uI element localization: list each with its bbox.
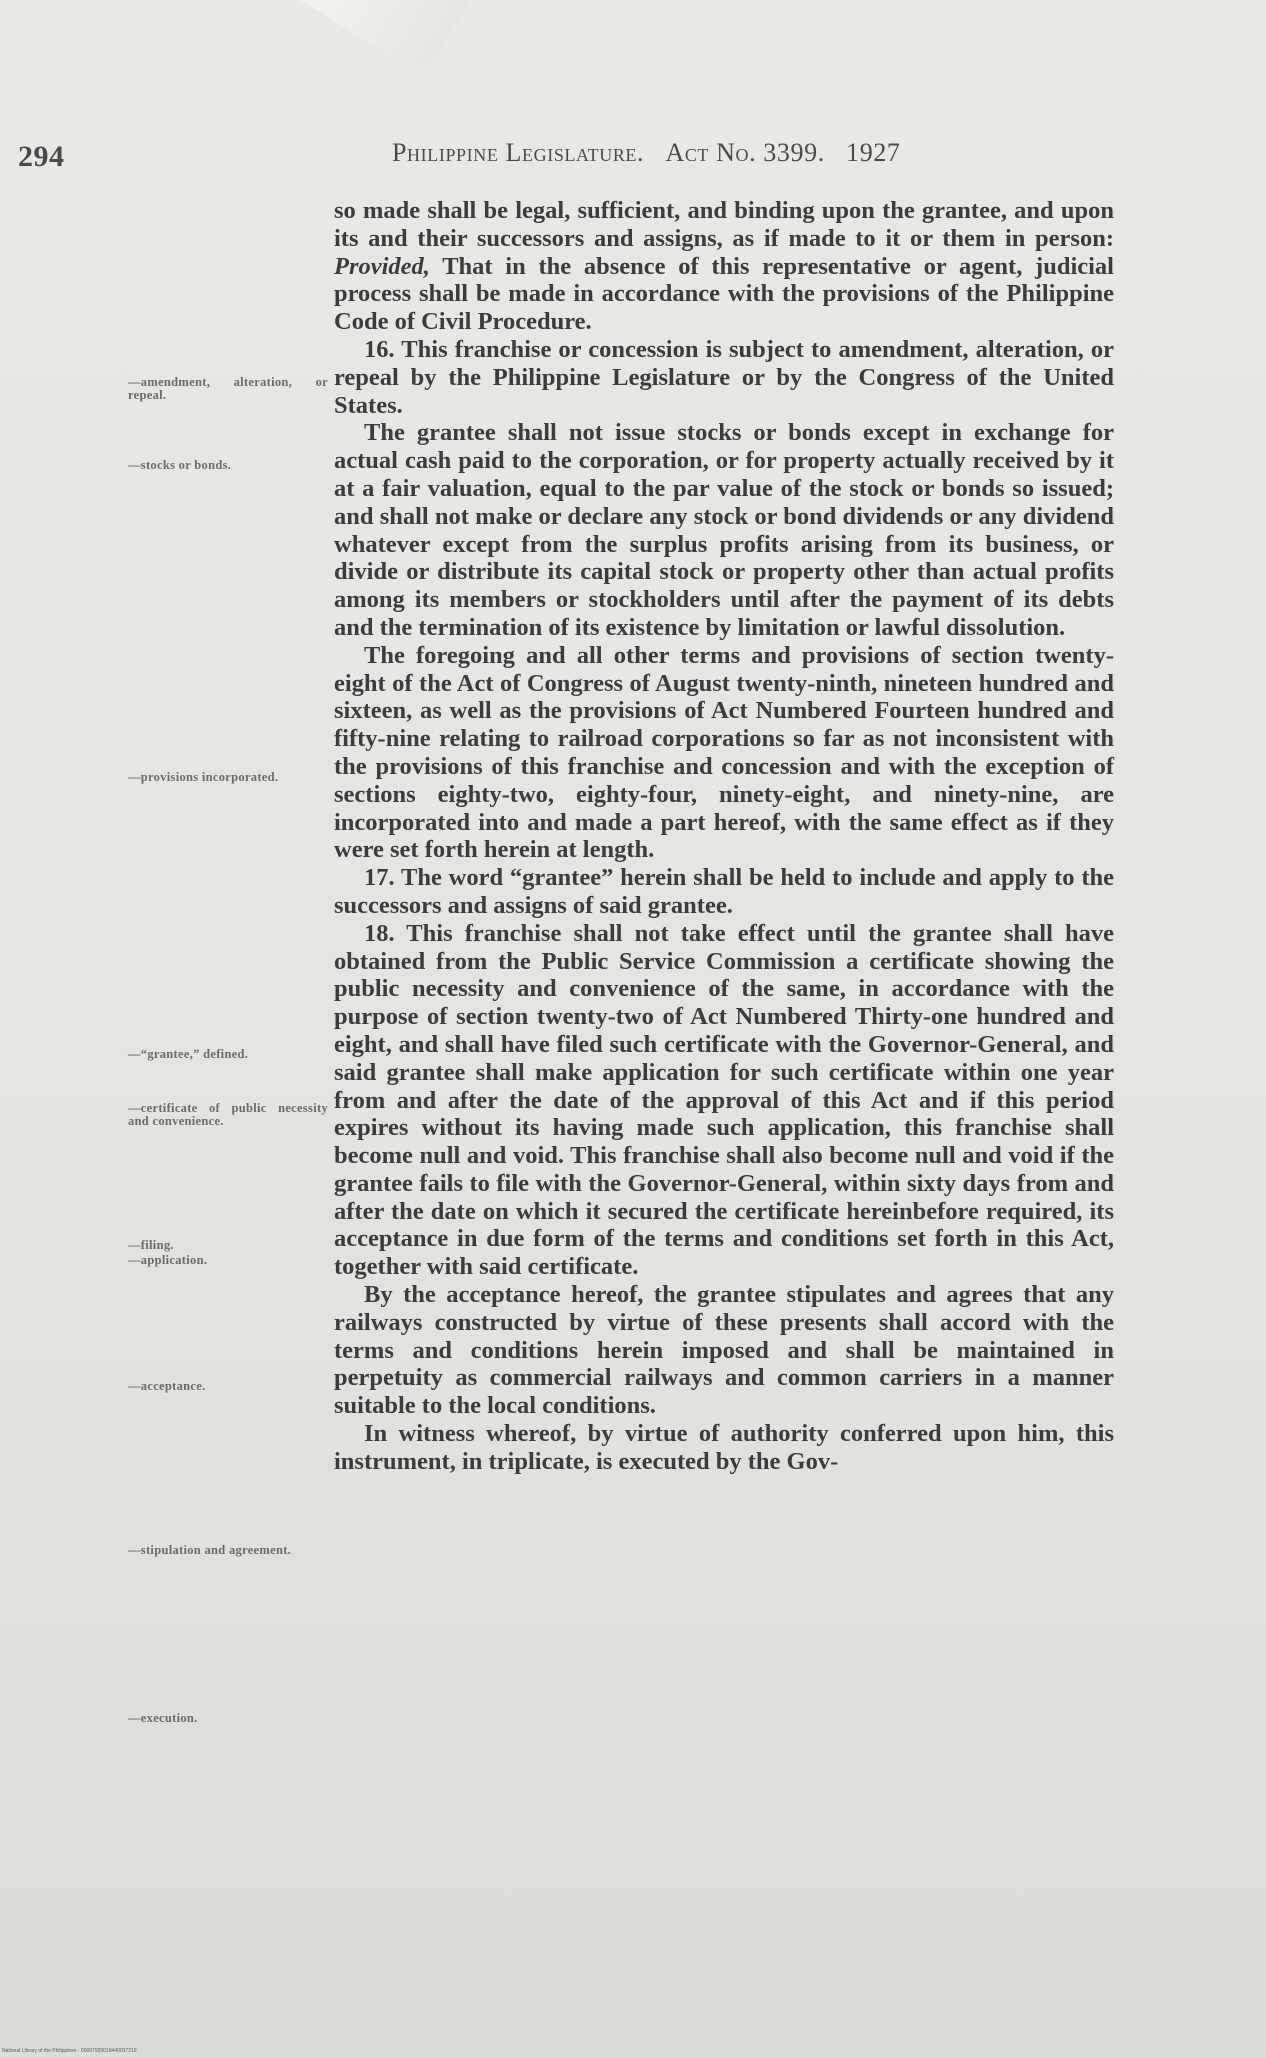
page-number: 294 bbox=[18, 140, 65, 173]
running-header bbox=[392, 138, 1112, 168]
margin-note-certificate: —certificate of public necessity and convenience. bbox=[128, 1101, 328, 1128]
running-head-publisher: Philippine Legislature. bbox=[392, 138, 645, 167]
margin-note-provisions: —provisions incorporated. bbox=[128, 770, 279, 784]
paragraph-continuation bbox=[334, 197, 1114, 336]
body-text bbox=[334, 197, 1114, 1476]
margin-note-stocks: —stocks or bonds. bbox=[128, 458, 232, 472]
margin-note-application: —application. bbox=[128, 1253, 208, 1267]
paragraph-italic: Provided, bbox=[334, 252, 430, 280]
paragraph-section-16: 16. This franchise or concession is subject to amendment, alteration, or repeal by the Philippine Legislature or by the Congress of the United States. bbox=[334, 335, 1114, 419]
paragraph-stocks-bonds: The grantee shall not issue stocks or bonds except in exchange for actual cash paid to the corporation, or for property actually received by it at a fair valuation, equal to the par value of the stock or bonds so issued; and shall not make or declare any stock or bond dividends or any dividend whatever except from the surplus profits arising from its business, or divide or distribute its capital stock or property other than actual profits among its members or stockholders until after the payment of its debts and the termination of its existence by limitation or lawful dissolution. bbox=[334, 419, 1114, 641]
paragraph-provisions: The foregoing and all other terms and provisions of section twenty-eight of the Act of Congress of August twenty-ninth, nineteen hundred and sixteen, as well as the provisions of Act Numbered Fourteen hundred and fifty-nine relating to railroad corporations so far as not inconsistent with the provisions of this franchise and concession and with the exception of sections eighty-two, eighty-four, ninety-eight, and ninety-nine, are incorporated into and made a part hereof, with the same effect as if they were set forth herein at length. bbox=[334, 641, 1114, 864]
margin-note-filing: —filing. bbox=[128, 1238, 174, 1252]
margin-note-execution: —execution. bbox=[128, 1711, 198, 1725]
paragraph-text: so made shall be legal, sufficient, and binding upon the grantee, and upon its and their successors and assigns, as if made to it or them in person: bbox=[334, 197, 1114, 252]
running-head-year: 1927 bbox=[846, 138, 901, 167]
page-fold bbox=[300, 0, 470, 70]
margin-note-grantee: —“grantee,” defined. bbox=[128, 1047, 249, 1061]
margin-note-amendment: —amendment, alteration, or repeal. bbox=[128, 375, 328, 402]
footer-credit: National Library of the Philippines · 00097920019440037219 bbox=[2, 2048, 137, 2054]
paragraph-section-18: 18. This franchise shall not take effect until the grantee shall have obtained from the Public Service Commission a certificate showing the public necessity and convenience of the same, in accordance with the purpose of section twenty-two of Act Numbered Thirty-one hundred and eight, and shall have filed such certificate with the Governor-General, and said grantee shall make application for such certificate within one year from and after the date of the approval of this Act and if this period expires without its having made such application, this franchise shall become null and void. This franchise shall also become null and void if the grantee fails to file with the Governor-General, within sixty days from and after the date on which it secured the certificate hereinbefore required, its acceptance in due form of the terms and conditions set forth in this Act, together with said certificate. bbox=[334, 919, 1114, 1281]
running-head-act: Act No. 3399. bbox=[665, 138, 825, 167]
paragraph-witness: In witness whereof, by virtue of authority conferred upon him, this instrument, in triplicate, is executed by the Gov- bbox=[334, 1420, 1114, 1475]
margin-note-stipulation: —stipulation and agreement. bbox=[128, 1543, 292, 1557]
paragraph-section-17: 17. The word “grantee” herein shall be held to include and apply to the successors and assigns of said grantee. bbox=[334, 864, 1114, 919]
margin-note-acceptance: —acceptance. bbox=[128, 1379, 206, 1393]
paragraph-text: That in the absence of this representative or agent, judicial process shall be made in accordance with the provisions of the Philippine Code of Civil Procedure. bbox=[334, 252, 1114, 336]
paragraph-acceptance: By the acceptance hereof, the grantee stipulates and agrees that any railways constructed by virtue of these presents shall accord with the terms and conditions herein imposed and shall be maintained in perpetuity as commercial railways and common carriers in a manner suitable to the local conditions. bbox=[334, 1281, 1114, 1420]
